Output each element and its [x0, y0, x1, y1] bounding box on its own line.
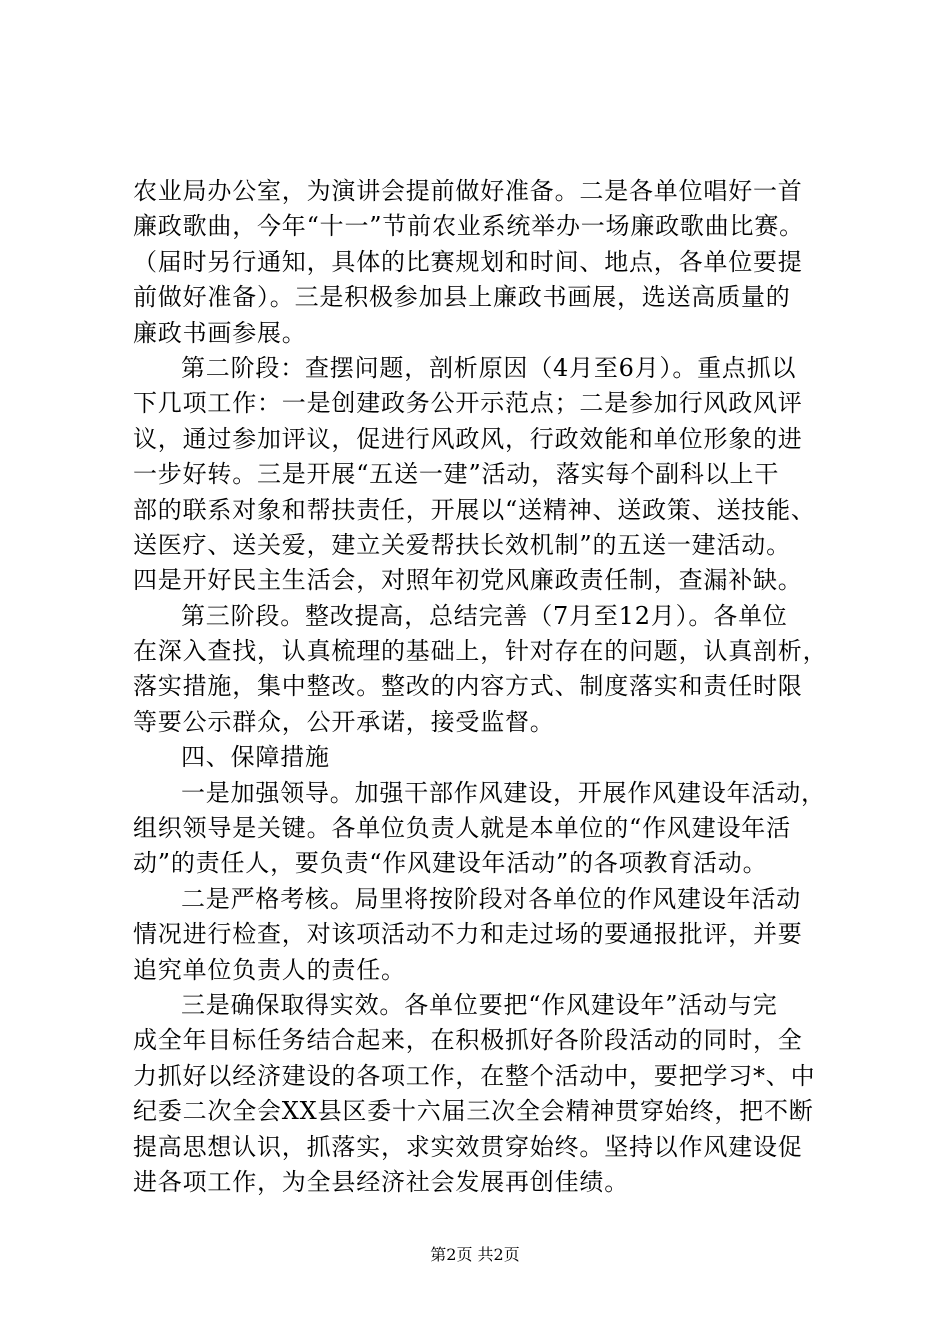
text-line: 议，通过参加评议，促进行风政风，行政效能和单位形象的进	[133, 424, 803, 453]
text-line: 等要公示群众，公开承诺，接受监督。	[133, 707, 555, 736]
text-line: 情况进行检查，对该项活动不力和走过场的要通报批评，并要	[133, 920, 803, 949]
paragraph-first-line: 一是加强领导。加强干部作风建设，开展作风建设年活动，	[181, 778, 826, 807]
text-line: 提高思想认识，抓落实，求实效贯穿始终。坚持以作风建设促	[133, 1132, 803, 1161]
text-line: 一步好转。三是开展“五送一建”活动，落实每个副科以上干	[133, 460, 780, 489]
text-line: 廉政书画参展。	[133, 318, 307, 347]
text-line: 组织领导是关键。各单位负责人就是本单位的“作风建设年活	[133, 814, 791, 843]
text-line: 追究单位负责人的责任。	[133, 955, 406, 984]
paragraph-first-line: 三是确保取得实效。各单位要把“作风建设年”活动与完	[181, 990, 778, 1019]
text-line: 农业局办公室，为演讲会提前做好准备。二是各单位唱好一首	[133, 177, 803, 205]
section-heading: 四、保障措施	[181, 743, 330, 772]
text-line: 纪委二次全会XX县区委十六届三次全会精神贯穿始终，把不断	[133, 1097, 814, 1126]
text-line: 进各项工作，为全县经济社会发展再创佳绩。	[133, 1167, 629, 1196]
text-line: 落实措施，集中整改。整改的内容方式、制度落实和责任时限	[133, 672, 803, 701]
page-footer: 第2页 共2页	[430, 1245, 520, 1264]
text-line: 送医疗、送关爱，建立关爱帮扶长效机制”的五送一建活动。	[133, 530, 791, 559]
text-line: （届时另行通知，具体的比赛规划和时间、地点，各单位要提	[133, 247, 803, 276]
text-line: 力抓好以经济建设的各项工作，在整个活动中，要把学习*、中	[133, 1061, 816, 1090]
paragraph-first-line: 二是严格考核。局里将按阶段对各单位的作风建设年活动	[181, 884, 801, 913]
text-line: 下几项工作：一是创建政务公开示范点；二是参加行风政风评	[133, 389, 803, 418]
text-line: 部的联系对象和帮扶责任，开展以“送精神、送政策、送技能、	[133, 495, 816, 524]
text-line: 动”的责任人，要负责“作风建设年活动”的各项教育活动。	[133, 849, 768, 878]
text-line: 成全年目标任务结合起来，在积极抓好各阶段活动的同时，全	[133, 1026, 803, 1055]
paragraph-first-line: 第二阶段：查摆问题，剖析原因（4月至6月）。重点抓以	[181, 353, 797, 382]
text-line: 廉政歌曲，今年“十一”节前农业系统举办一场廉政歌曲比赛。	[133, 212, 804, 241]
text-line: 四是开好民主生活会，对照年初党风廉政责任制，查漏补缺。	[133, 566, 803, 595]
text-line: 前做好准备）。三是积极参加县上廉政书画展，选送高质量的	[133, 283, 791, 312]
document-body	[133, 174, 833, 1200]
text-line: 在深入查找，认真梳理的基础上，针对存在的问题，认真剖析，	[133, 637, 828, 666]
paragraph-first-line: 第三阶段。整改提高，总结完善（7月至12月）。各单位	[181, 601, 788, 630]
